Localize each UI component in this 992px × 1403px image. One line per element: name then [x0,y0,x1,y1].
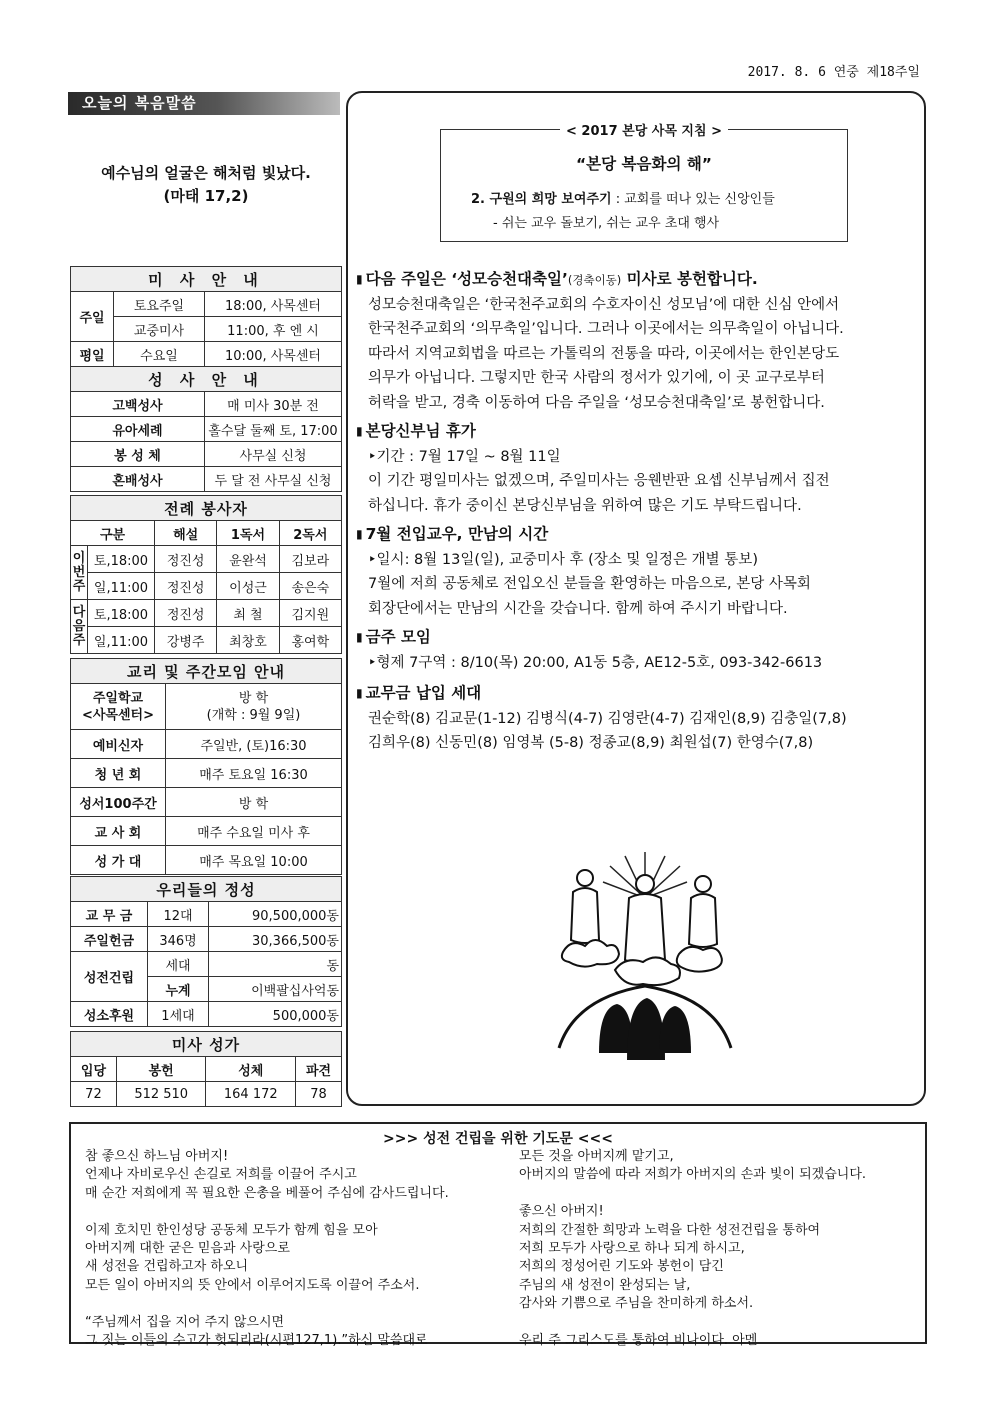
ministers-cell: 토,18:00 [88,546,155,573]
pastoral-guideline-box [440,124,848,242]
prayer-line [85,1295,449,1313]
hymn-header: 봉헌 [116,1057,206,1082]
ministers-table [70,495,342,654]
notice-line: ‣일시: 8월 13일(일), 교중미사 후 (장소 및 일정은 개별 통보) [368,551,758,568]
hymns-title: 미사 성가 [71,1032,342,1057]
offerings-title: 우리들의 정성 [71,877,342,902]
prayer-line: 감사와 기쁨으로 주님을 찬미하게 하소서. [519,1296,754,1312]
notice-meetings [356,625,922,675]
notice-heading: ▮ 7월 전입교우, 만남의 시간 [356,522,922,548]
sacrament-cell: 고백성사 [71,392,205,417]
notice-assumption [356,267,922,415]
meeting-cell: 성서100주간 [71,788,166,817]
sacrament-cell: 두 달 전 사무실 신청 [205,467,342,492]
ministers-cell: 일,11:00 [88,627,155,654]
notice-newcomers [356,522,922,621]
sunday-label: 주일 [71,292,114,342]
prayer-line: 저희 모두가 사랑으로 하나 되게 하시고, [519,1241,745,1257]
sacrament-cell: 혼배성사 [71,467,205,492]
prayer-line: 우리 주 그리스도를 통하여 비나이다. 아멘 [519,1333,758,1349]
hymn-number: 72 [71,1082,117,1107]
prayer-line [519,1185,866,1203]
meetings-title: 교리 및 주간모임 안내 [71,659,342,684]
sacrament-cell: 사무실 신청 [205,442,342,467]
transfiguration-illustration [555,848,735,1073]
notice-heading: ▮ 금주 모임 [356,625,922,651]
sacrament-cell: 홀수달 둘째 토, 17:00 [205,417,342,442]
mass-cell: 토요주일 [114,292,205,317]
prayer-line: 좋으신 아버지! [519,1204,604,1220]
prayer-line: 참 좋으신 하느님 아버지! [85,1149,229,1164]
mass-cell: 수요일 [114,342,205,367]
bulletin-date: 2017. 8. 6 연중 제18주일 [747,65,920,80]
gospel-section-title: 오늘의 복음말씀 [68,92,340,115]
ministers-title: 전례 봉사자 [71,496,342,521]
notice-line: 김희우(8) 신동민(8) 임영복 (5-8) 정종교(8,9) 최원섭(7) 한영수(7,8) [368,735,814,751]
hymn-number: 512 510 [116,1082,206,1107]
sacrament-cell: 봉 성 체 [71,442,205,467]
hymn-number: 164 172 [206,1082,296,1107]
prayer-line: 주님의 새 성전이 완성되는 날, [519,1277,691,1293]
mass-cell: 교중미사 [114,317,205,342]
prayer-line: 새 성전을 건립하고자 하오니 [85,1259,249,1275]
offering-cell: 주일헌금 [71,927,148,952]
mass-schedule-table [70,266,342,492]
notice-line: 7월에 저희 공동체로 전입오신 분들을 환영하는 마음으로, 본당 사목회 [368,576,811,592]
ministers-cell: 김보라 [279,546,341,573]
ministers-header: 해설 [155,521,217,546]
meetings-table [70,658,342,875]
ministers-header: 1독서 [217,521,279,546]
notice-line: 이 기간 평일미사는 없겠으며, 주일미사는 응웬반판 요셉 신부님께서 집전 [368,473,830,489]
offering-cell: 교 무 금 [71,902,148,927]
offering-cell: 동 [209,952,342,977]
mass-cell: 11:00, 후 엔 시 [205,317,342,342]
ministers-cell: 김지원 [279,600,341,627]
prayer-title: >>> 성전 건립을 위한 기도문 <<< [383,1131,613,1147]
notice-line: 한국천주교회의 ‘의무축일’입니다. 그러나 이곳에서는 의무축일이 아닙니다. [368,321,844,337]
notice-line: 의무가 아닙니다. 그렇지만 한국 사람의 정서가 있기에, 이 곳 교구로부터 [368,370,825,386]
notice-line: 회장단에서는 만남의 시간을 갖습니다. 함께 하여 주시기 바랍니다. [368,600,788,617]
gospel-reference: (마태 17,2) [163,187,249,205]
offering-cell: 90,500,000동 [209,902,342,927]
notice-line: ‣형제 7구역 : 8/10(목) 20:00, A1동 5층, AE12-5호, 093-342-6613 [368,654,823,671]
prayer-line [519,1314,866,1332]
ministers-cell: 송은숙 [279,573,341,600]
ministers-cell: 강병주 [155,627,217,654]
prayer-line: 저희의 간절한 희망과 노력을 다한 성전건립을 통하여 [519,1222,821,1238]
hymn-header: 성체 [206,1057,296,1082]
ministers-cell: 최 철 [217,600,279,627]
prayer-line: 아버지께 대한 굳은 믿음과 사랑으로 [85,1241,290,1257]
this-week-label: 이번주 [71,546,88,600]
ministers-header: 구분 [71,521,155,546]
meeting-cell: 교 사 회 [71,817,166,846]
ministers-cell: 최창호 [217,627,279,654]
notice-line: 성모승천대축일은 ‘한국천주교회의 수호자이신 성모님’에 대한 신심 안에서 [368,296,840,313]
notice-dues [356,681,922,756]
offering-cell: 30,366,500동 [209,927,342,952]
pastoral-title: < 2017 본당 사목 지침 > [441,120,847,139]
hymn-header: 파견 [296,1057,342,1082]
offering-cell: 12대 [148,902,209,927]
meeting-cell: 매주 목요일 10:00 [166,846,342,875]
offerings-table [70,876,342,1027]
prayer-line: 언제나 자비로우신 손길로 저희를 이끌어 주시고 [85,1167,357,1183]
prayer-line: 모든 것을 아버지께 맡기고, [519,1149,674,1164]
ministers-cell: 토,18:00 [88,600,155,627]
meeting-cell: 방 학 [166,788,342,817]
gospel-verse: 예수님의 얼굴은 해처럼 빛났다. [101,164,311,182]
offering-cell: 성소후원 [71,1002,148,1027]
meeting-cell: 매주 토요일 16:30 [166,759,342,788]
pastoral-motto: “본당 복음화의 해” [576,155,712,173]
ministers-cell: 이성근 [217,573,279,600]
notice-line: 권순학(8) 김교문(1-12) 김병식(4-7) 김영란(4-7) 김재인(8,9) 김충일(7,8) [368,710,847,727]
sacrament-title: 성 사 안 내 [71,367,342,392]
ministers-cell: 윤완석 [217,546,279,573]
ministers-cell: 정진성 [155,546,217,573]
meeting-cell: 예비신자 [71,730,166,759]
offering-cell: 500,000동 [209,1002,342,1027]
notice-heading: ▮ 본당신부님 휴가 [356,419,922,445]
hymn-header: 입당 [71,1057,117,1082]
building-label: 성전건립 [71,952,148,1002]
offering-cell: 세대 [148,952,209,977]
weekday-label: 평일 [71,342,114,367]
offering-cell: 1세대 [148,1002,209,1027]
offering-cell: 346명 [148,927,209,952]
sacrament-cell: 매 미사 30분 전 [205,392,342,417]
sacrament-cell: 유아세례 [71,417,205,442]
meeting-cell: 매주 수요일 미사 후 [166,817,342,846]
next-week-label: 다음주 [71,600,88,654]
prayer-line: 그 짓는 이들의 수고가 헛되리라(시편127,1).”하신 말씀대로 [85,1333,428,1349]
prayer-left-column [85,1148,449,1350]
prayer-line [85,1203,449,1221]
pastoral-line-2: - 쉬는 교우 돌보기, 쉬는 교우 초대 행사 [493,216,720,231]
prayer-box [69,1122,927,1349]
meeting-cell: 청 년 회 [71,759,166,788]
prayer-line: 아버지의 말씀에 따라 저희가 아버지의 손과 빛이 되겠습니다. [519,1167,867,1183]
hymn-number: 78 [296,1082,342,1107]
notice-line: ‣기간 : 7월 17일 ~ 8월 11일 [368,448,561,465]
mass-cell: 10:00, 사목센터 [205,342,342,367]
ministers-cell: 홍여학 [279,627,341,654]
notice-heading: ▮ 교무금 납입 세대 [356,681,922,707]
prayer-line: 이제 호치민 한인성당 공동체 모두가 함께 힘을 모아 [85,1222,378,1238]
ministers-cell: 정진성 [155,600,217,627]
hymns-table [70,1031,342,1107]
prayer-right-column [519,1148,866,1350]
notice-line: 따라서 지역교회법을 따르는 가톨릭의 전통을 따라, 이곳에서는 한인본당도 [368,345,840,362]
notice-heading: ▮ 다음 주일은 ‘성모승천대축일’(경축이동) 미사로 봉헌합니다. [356,267,922,293]
offering-cell: 이백팔십사억동 [209,977,342,1002]
notice-line: 허락을 받고, 경축 이동하여 다음 주일을 ‘성모승천대축일’로 봉헌합니다. [368,394,825,411]
ministers-cell: 일,11:00 [88,573,155,600]
mass-title: 미 사 안 내 [71,267,342,292]
ministers-header: 2독서 [279,521,341,546]
pastoral-line-1: 2. 구원의 희망 보여주기 : 교회를 떠나 있는 신앙인들 [471,192,775,207]
prayer-line: 저희의 정성어린 기도와 봉헌이 담긴 [519,1259,724,1275]
ministers-cell: 정진성 [155,573,217,600]
sunday-school-label: 주일학교 <사목센터> [71,684,166,730]
notice-line: 하십니다. 휴가 중이신 본당신부님을 위하여 많은 기도 부탁드립니다. [368,497,802,514]
prayer-line: 모든 일이 아버지의 뜻 안에서 이루어지도록 이끌어 주소서. [85,1277,420,1293]
meeting-cell: 주일반, (토)16:30 [166,730,342,759]
gospel-verse-block [68,162,344,208]
prayer-line: “주님께서 집을 지어 주지 않으시면 [85,1314,285,1330]
mass-cell: 18:00, 사목센터 [205,292,342,317]
sunday-school-value: 방 학 (개학 : 9월 9일) [166,684,342,730]
meeting-cell: 성 가 대 [71,846,166,875]
prayer-line: 매 순간 저희에게 꼭 필요한 은총을 베풀어 주심에 감사드립니다. [85,1185,449,1201]
notice-vacation [356,419,922,518]
offering-cell: 누계 [148,977,209,1002]
